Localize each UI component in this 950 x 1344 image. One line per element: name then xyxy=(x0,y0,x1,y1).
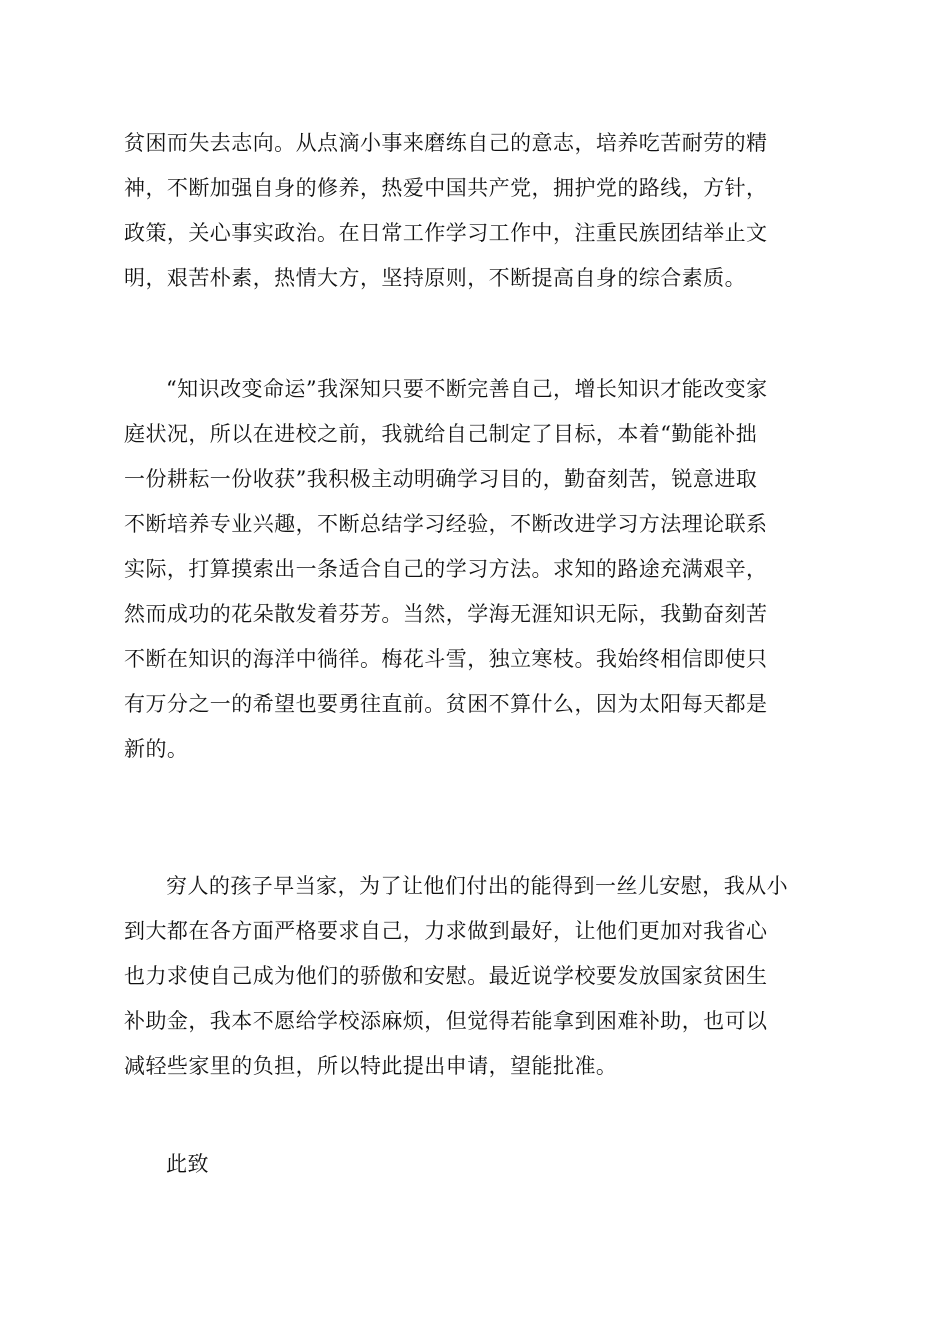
text-line: 穷人的孩子早当家，为了让他们付出的能得到一丝儿安慰，我从小 xyxy=(166,874,789,898)
text-line: 庭状况，所以在进校之前，我就给自己制定了目标，本着“勤能补拙 xyxy=(124,422,758,446)
text-line: 新的。 xyxy=(124,737,189,761)
text-line: 有万分之一的希望也要勇往直前。贫困不算什么，因为太阳每天都是 xyxy=(124,692,768,716)
text-line: 政策，关心事实政治。在日常工作学习工作中，注重民族团结举止文 xyxy=(124,221,768,245)
text-line: 然而成功的花朵散发着芬芳。当然，学海无涯知识无际，我勤奋刻苦 xyxy=(124,602,768,626)
paragraph-knowledge xyxy=(124,367,840,772)
text-line: 实际，打算摸索出一条适合自己的学习方法。求知的路途充满艰辛， xyxy=(124,557,768,581)
text-line: 不断在知识的海洋中徜徉。梅花斗雪，独立寒枝。我始终相信即使只 xyxy=(124,647,768,671)
text-line: 到大都在各方面严格要求自己，力求做到最好，让他们更加对我省心 xyxy=(124,919,768,943)
text-line: “知识改变命运”我深知只要不断完善自己，增长知识才能改变家 xyxy=(166,377,768,401)
text-line: 也力求使自己成为他们的骄傲和安慰。最近说学校要发放国家贫困生 xyxy=(124,964,768,988)
text-line: 补助金，我本不愿给学校添麻烦，但觉得若能拿到困难补助，也可以 xyxy=(124,1009,768,1033)
paragraph-family xyxy=(124,864,840,1089)
text-line: 神，不断加强自身的修养，热爱中国共产党，拥护党的路线，方针， xyxy=(124,176,768,200)
text-line: 此致 xyxy=(166,1152,209,1176)
text-line: 减轻些家里的负担，所以特此提出申请，望能批准。 xyxy=(124,1054,618,1078)
paragraph-continuation xyxy=(124,121,840,301)
text-line: 不断培养专业兴趣，不断总结学习经验，不断改进学习方法理论联系 xyxy=(124,512,768,536)
text-line: 明，艰苦朴素，热情大方，坚持原则，不断提高自身的综合素质。 xyxy=(124,266,747,290)
text-line: 一份耕耘一份收获”我积极主动明确学习目的，勤奋刻苦，锐意进取 xyxy=(124,467,758,491)
closing-salutation xyxy=(124,1142,840,1187)
text-line: 贫困而失去志向。从点滴小事来磨练自己的意志，培养吃苦耐劳的精 xyxy=(124,131,768,155)
